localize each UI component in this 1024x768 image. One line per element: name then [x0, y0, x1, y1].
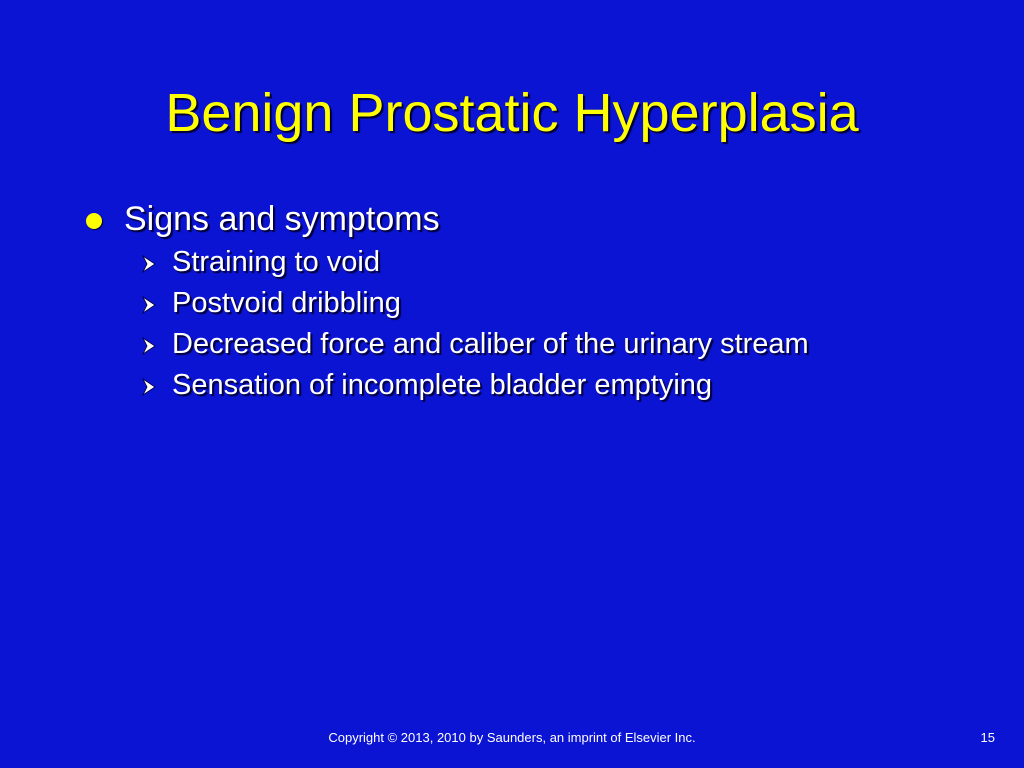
- arrow-bullet-icon: [140, 254, 164, 274]
- page-number: 15: [980, 730, 995, 745]
- sub-bullet-item: [140, 242, 986, 283]
- sub-bullet-label: Straining to void: [172, 246, 380, 278]
- filled-circle-bullet-icon: [86, 213, 102, 229]
- slide-title: Benign Prostatic Hyperplasia: [165, 83, 859, 143]
- arrow-bullet-icon: [140, 336, 164, 356]
- sub-bullet-label: Postvoid dribbling: [172, 287, 401, 319]
- slide-content: [86, 196, 986, 406]
- copyright-footer: Copyright © 2013, 2010 by Saunders, an imprint of Elsevier Inc.: [328, 730, 696, 745]
- sub-bullet-item: [140, 324, 986, 365]
- arrow-bullet-icon: [140, 295, 164, 315]
- bullet-label: Signs and symptoms: [124, 199, 440, 238]
- sub-bullet-item: [140, 283, 986, 324]
- sub-bullet-list: [140, 242, 986, 406]
- sub-bullet-label: Sensation of incomplete bladder emptying: [172, 369, 713, 401]
- sub-bullet-label: Decreased force and caliber of the urinary stream: [172, 328, 809, 360]
- bullet-item: [86, 196, 986, 242]
- sub-bullet-item: [140, 365, 986, 406]
- arrow-bullet-icon: [140, 377, 164, 397]
